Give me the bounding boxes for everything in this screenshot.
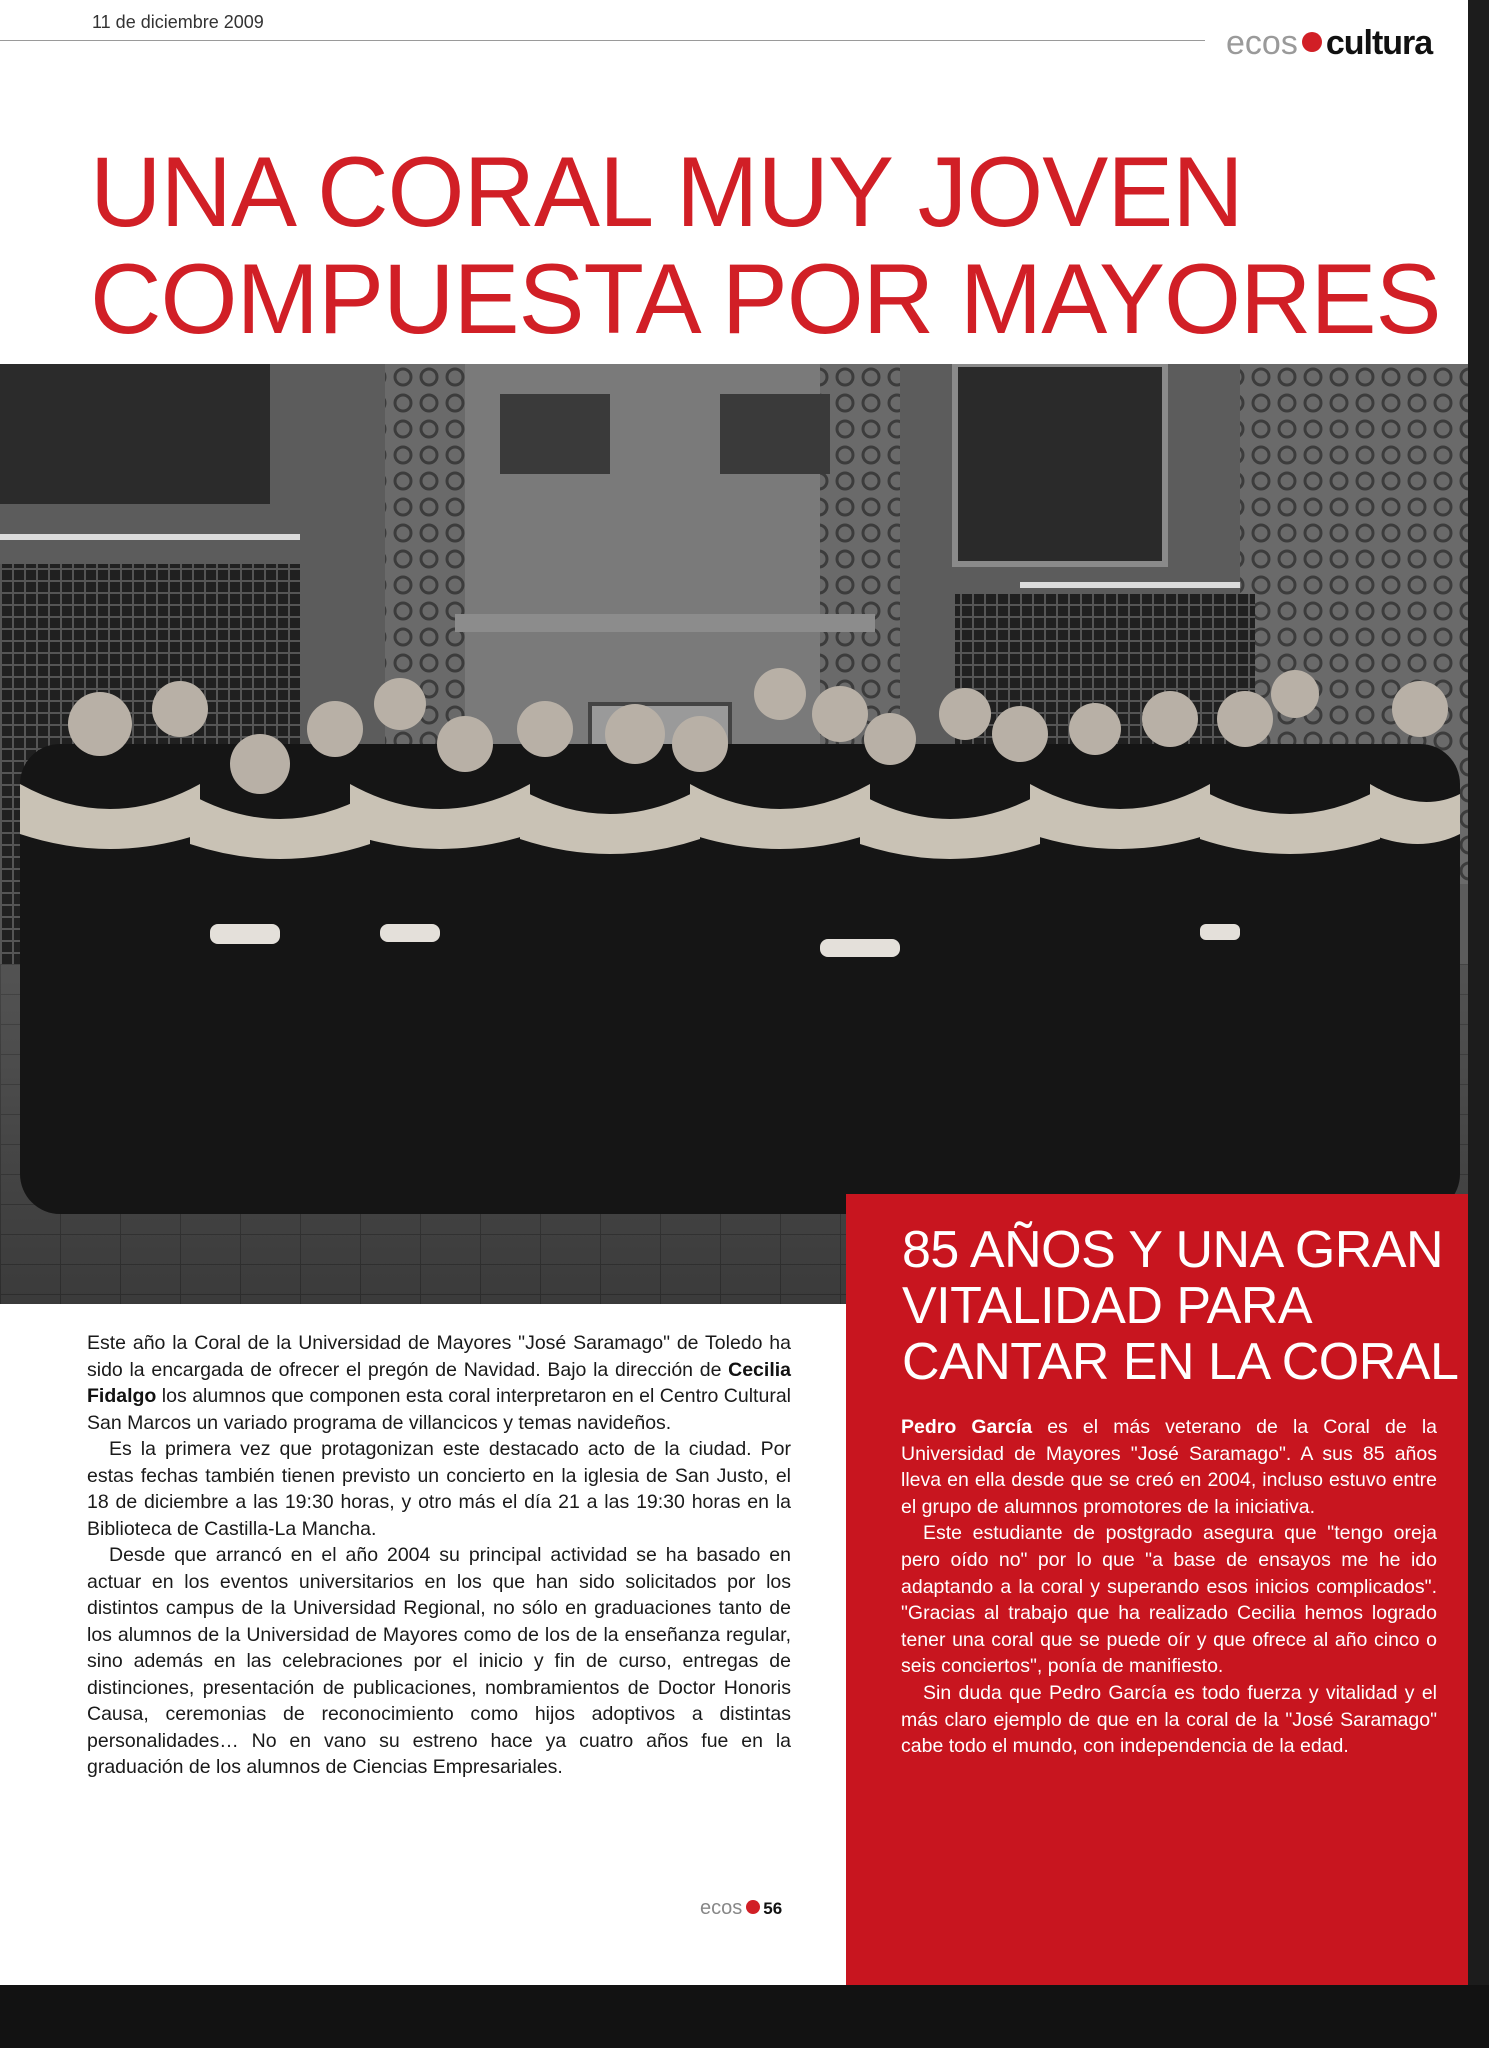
red-dot-icon — [746, 1900, 760, 1914]
section-label-ecos: ecos — [1226, 24, 1298, 62]
choir-photo-illustration — [0, 364, 1468, 1304]
red-dot-icon — [1302, 32, 1322, 52]
sidebar-paragraph-3: Sin duda que Pedro García es todo fuerza y vitalidad y el más claro ejemplo de que en la coral de la "José Saramago" cabe todo el mundo, con independencia de la edad. — [901, 1681, 1437, 1758]
headline — [90, 138, 1450, 352]
sidebar-title-line-3: CANTAR EN LA CORAL — [902, 1333, 1459, 1391]
sidebar-p1-text: es el más veterano de la Coral de la Universidad de Mayores "José Saramago". A sus 85 años lleva en ella desde que se creó en 2004, incluso estuvo entre el grupo de alumnos promotores de la iniciativa. — [901, 1416, 1437, 1518]
sidebar-title — [902, 1222, 1462, 1390]
article-paragraph-3: Desde que arrancó en el año 2004 su principal actividad se ha basado en actuar en los eventos universitarios en los que han sido solicitados por los distintos campus de la Universidad Regional, no sólo en graduaciones tanto de los alumnos de la Universidad de Mayores como de los de la enseñanza regular, sino además en las celebraciones por el inicio y fin de curso, entregas de distinciones, presentación de publicaciones, nombramientos de Doctor Honoris Causa, ceremonias de reconocimiento como hijos adoptivos a distintas personalidades… No en vano su estreno hace ya cuatro años fue en la graduación de los alumnos de Ciencias Empresariales. — [87, 1544, 791, 1778]
article-p1-text-b: los alumnos que componen esta coral interpretaron en el Centro Cultural San Marcos un variado programa de villancicos y temas navideños. — [87, 1385, 791, 1434]
section-label — [1226, 20, 1432, 66]
page-number: 56 — [763, 1899, 783, 1918]
section-label-cultura: cultura — [1325, 24, 1433, 62]
sidebar-body — [901, 1414, 1437, 1760]
sidebar-box — [846, 1194, 1468, 1985]
article-paragraph-2: Es la primera vez que protagonizan este destacado acto de la ciudad. Por estas fechas también tienen previsto un concierto en la iglesia de San Justo, el 18 de diciembre a las 19:30 horas, y otro más el día 21 a las 19:30 horas en la Biblioteca de Castilla-La Mancha. — [87, 1438, 791, 1540]
sidebar-title-line-2: VITALIDAD PARA — [902, 1277, 1313, 1335]
folio-word: ecos — [700, 1897, 743, 1919]
scan-bottom-band — [0, 1985, 1489, 2048]
article-p1-director-name: Cecilia Fidalgo — [87, 1358, 791, 1407]
sidebar-paragraph-1 — [901, 1414, 1437, 1520]
header-rule — [0, 40, 1205, 41]
headline-line-2: COMPUESTA POR MAYORES — [90, 243, 1441, 354]
article-p1-text-a: Este año la Coral de la Universidad de Mayores "José Saramago" de Toledo ha sido la encargada de ofrecer el pregón de Navidad. Bajo la dirección de — [87, 1332, 791, 1381]
article-body — [87, 1330, 791, 1781]
page-folio — [700, 1897, 782, 1920]
scan-edge — [1468, 0, 1489, 2048]
sidebar-paragraph-2: Este estudiante de postgrado asegura que "tengo oreja pero oído no" por lo que "a base de ensayos me he ido adaptando a la coral y superando esos inicios complicados". "Gracias al trabajo que ha realizado Cecilia hemos logrado tener una coral que se puede oír y que ofrece al año cinco o seis conciertos", ponía de manifiesto. — [901, 1522, 1437, 1678]
article-paragraph-1 — [87, 1330, 791, 1436]
sidebar-p1-name: Pedro García — [901, 1416, 1033, 1438]
headline-line-1: UNA CORAL MUY JOVEN — [90, 136, 1243, 247]
sidebar-title-line-1: 85 AÑOS Y UNA GRAN — [902, 1221, 1444, 1279]
issue-date: 11 de diciembre 2009 — [92, 12, 264, 32]
choir-photo — [0, 364, 1468, 1304]
